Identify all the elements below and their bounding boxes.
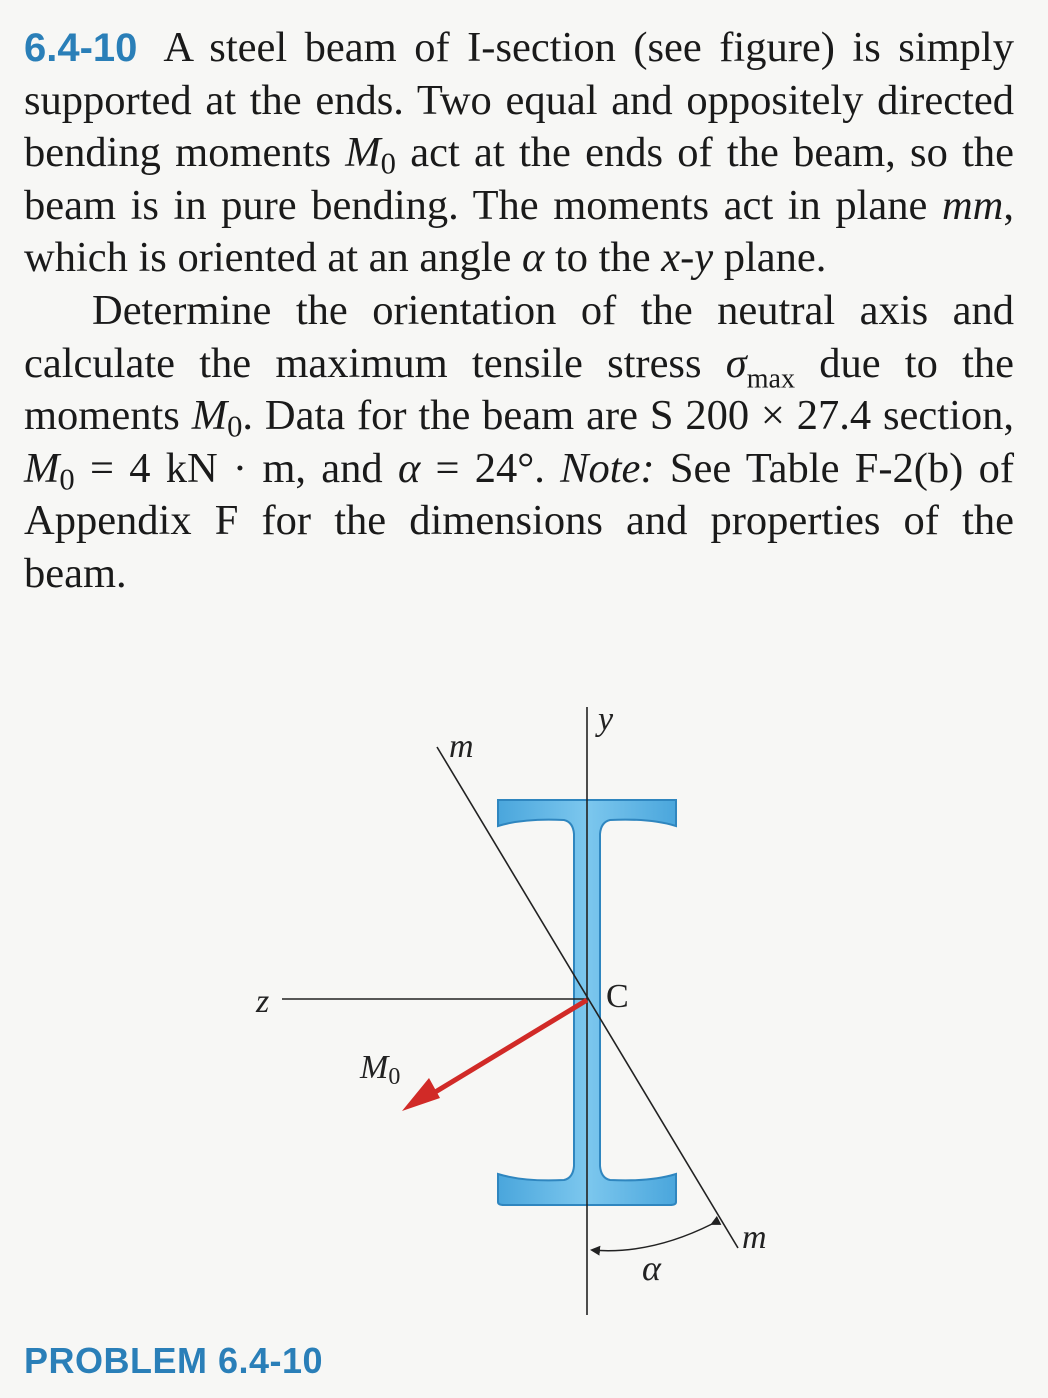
i-beam-figure (0, 690, 1048, 1350)
m-bottom-label: m (742, 1219, 767, 1256)
moment-arrow (432, 1000, 587, 1094)
problem-paragraph-2: Determine the orientation of the neutral axis and calculate the maximum tensile stress $\sigma_{max}$ due to the moments $M_0$. Data for the beam are S 200 × 27.4 section, $M_0 = 4$ kN · m, and α = 24°. Note: See Table F-2(b) of Appendix F for the dimensions and properties of the beam. (24, 286, 1015, 597)
angle-alpha-label: α (642, 1248, 661, 1288)
centroid-label: C (606, 978, 629, 1015)
m-top-label: m (449, 728, 474, 765)
problem-text (24, 22, 1014, 601)
angle-alpha-arc (592, 1224, 712, 1251)
problem-paragraph-1: 6.4-10 A steel beam of I-section (see figure) is simply supported at the ends. Two equal and oppositely directed bending moments $M_0$ act at the ends of the beam, so the beam is in pure bending. The moments act in plane mm, which is oriented at an angle α to the x-y plane. (24, 24, 1014, 282)
problem-caption: PROBLEM 6.4-10 (24, 1340, 324, 1381)
z-axis-label: z (256, 983, 270, 1020)
y-axis-label: y (598, 701, 614, 738)
moment-arrowhead (402, 1078, 440, 1111)
moment-label: M0 (360, 1049, 401, 1090)
problem-number: 6.4-10 (24, 26, 138, 70)
